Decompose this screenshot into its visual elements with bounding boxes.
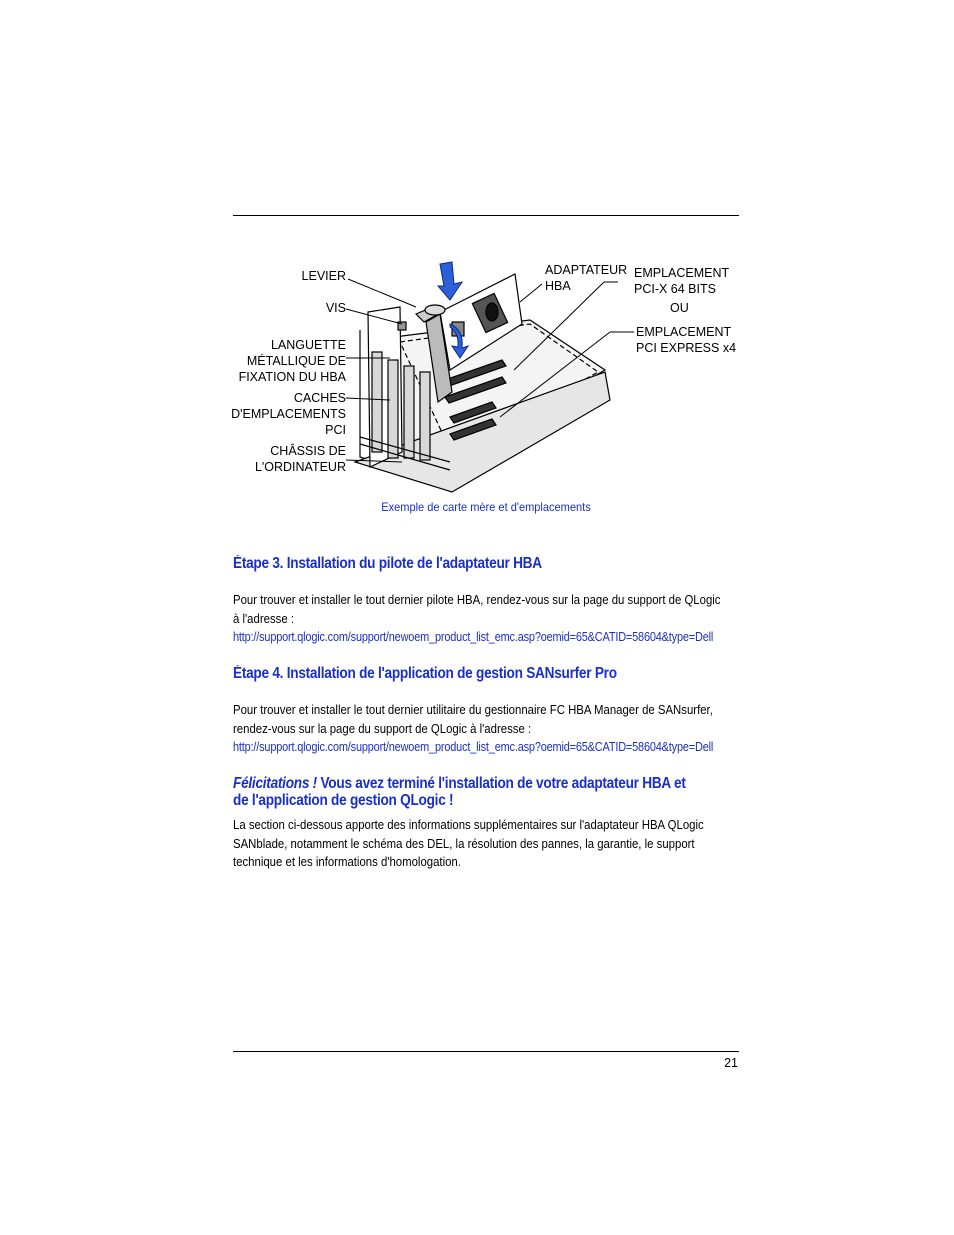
step3-heading: Étape 3. Installation du pilote de l'adaptateur HBA [233,555,542,572]
label-pcie-slot: EMPLACEMENT PCI EXPRESS x4 [636,325,737,355]
congrats-emphasis: Félicitations ! [233,775,317,792]
label-pcix-slot: EMPLACEMENT PCI-X 64 BITS [634,266,730,296]
step3-paragraph: Pour trouver et installer le tout dernier pilote HBA, rendez-vous sur la page du support de QLogic à l'adresse : http://support.qlogic.com/support/newoem_product_list_emc.asp?oemid=65&CATID=58604&type=Dell [233,591,741,647]
congrats-text-1: Vous avez terminé l'installation de votre adaptateur HBA et [316,775,686,792]
step4-paragraph: Pour trouver et installer le tout dernier utilitaire du gestionnaire FC HBA Manager de SANsurfer, rendez-vous sur la page du support de QLogic à l'adresse : http://support.qlogic.com/support/newoem_product_list_emc.asp?oemid=65&CATID=58604&type=Dell [233,701,741,757]
motherboard-figure [230,252,740,494]
congratulations-heading [233,775,743,809]
figure-caption: Exemple de carte mère et d'emplacements [381,500,591,514]
label-chassis: CHÂSSIS DE L'ORDINATEUR [254,444,346,474]
page-number: 21 [724,1056,738,1070]
footer-rule [233,1051,739,1052]
step3-driver-link[interactable]: http://support.qlogic.com/support/newoem_product_list_emc.asp?oemid=65&CATID=58604&type=Dell [233,630,714,644]
closing-paragraph: La section ci-dessous apporte des informations supplémentaires sur l'adaptateur HBA QLogic SANblade, notamment le schéma des DEL, la résolution des pannes, la garantie, le support technique et les informations d'homologation. [233,817,704,869]
label-or: OU [670,301,689,315]
step4-sansurfer-link[interactable]: http://support.qlogic.com/support/newoem_product_list_emc.asp?oemid=65&CATID=58604&type=Dell [233,740,714,754]
label-hba-adapter: ADAPTATEUR HBA [545,263,628,293]
header-rule [233,215,739,216]
congrats-text-2: de l'application de gestion QLogic ! [233,792,454,809]
label-lever: LEVIER [301,269,346,283]
label-bracket: LANGUETTE MÉTALLIQUE DE FIXATION DU HBA [238,338,346,384]
label-slot-covers: CACHES D'EMPLACEMENTS PCI [231,391,346,437]
step4-heading: Étape 4. Installation de l'application de gestion SANsurfer Pro [233,665,617,682]
label-screw: VIS [325,301,346,315]
